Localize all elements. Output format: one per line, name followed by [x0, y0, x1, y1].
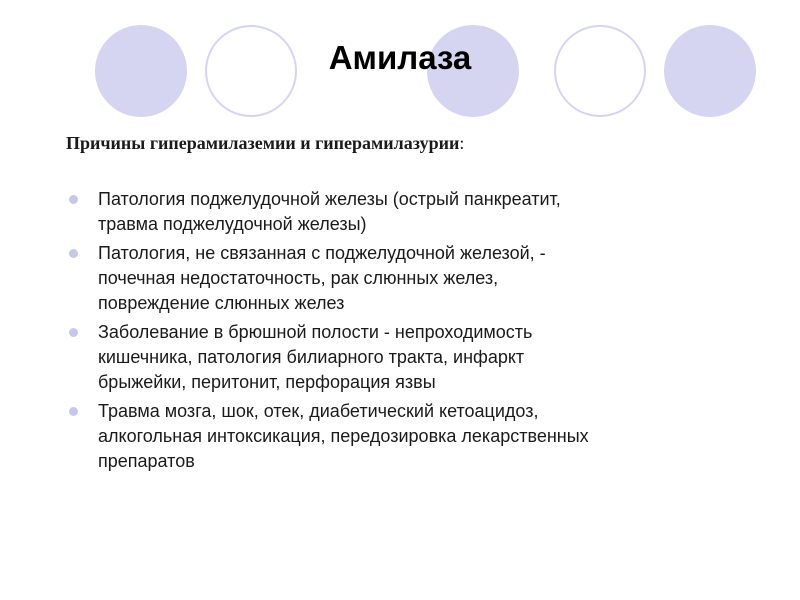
subtitle-colon: : [459, 133, 465, 153]
bullet-line: Травма мозга, шок, отек, диабетический кетоацидоз, [98, 401, 539, 421]
slide-title: Амилаза [328, 39, 472, 76]
bullet-item [68, 399, 748, 474]
bullet-line: брыжейки, перитонит, перфорация язвы [98, 372, 436, 392]
bullet-line: травма поджелудочной железы) [98, 214, 367, 234]
bullet-dot-icon [69, 249, 78, 258]
bullet-line: Заболевание в брюшной полости - непроходимость [98, 322, 533, 342]
bullet-dot-icon [69, 328, 78, 337]
bullet-item [68, 320, 748, 395]
bullet-line: почечная недостаточность, рак слюнных желез, [98, 268, 499, 288]
bullet-line: препаратов [98, 451, 195, 471]
bullet-dot-icon [69, 407, 78, 416]
bullet-dot-icon [69, 195, 78, 204]
bullet-line: Патология, не связанная с поджелудочной железой, - [98, 243, 546, 263]
bullet-item [68, 187, 748, 237]
slide-subtitle [66, 133, 464, 154]
bullet-list [68, 187, 748, 478]
subtitle-text: Причины гиперамилаземии и гиперамилазурии [66, 133, 460, 153]
bullet-line: алкогольная интоксикация, передозировка лекарственных [98, 426, 589, 446]
bullet-line: кишечника, патология билиарного тракта, инфаркт [98, 347, 525, 367]
bullet-item [68, 241, 748, 316]
bullet-line: Патология поджелудочной железы (острый панкреатит, [98, 189, 561, 209]
bullet-line: повреждение слюнных желез [98, 293, 345, 313]
